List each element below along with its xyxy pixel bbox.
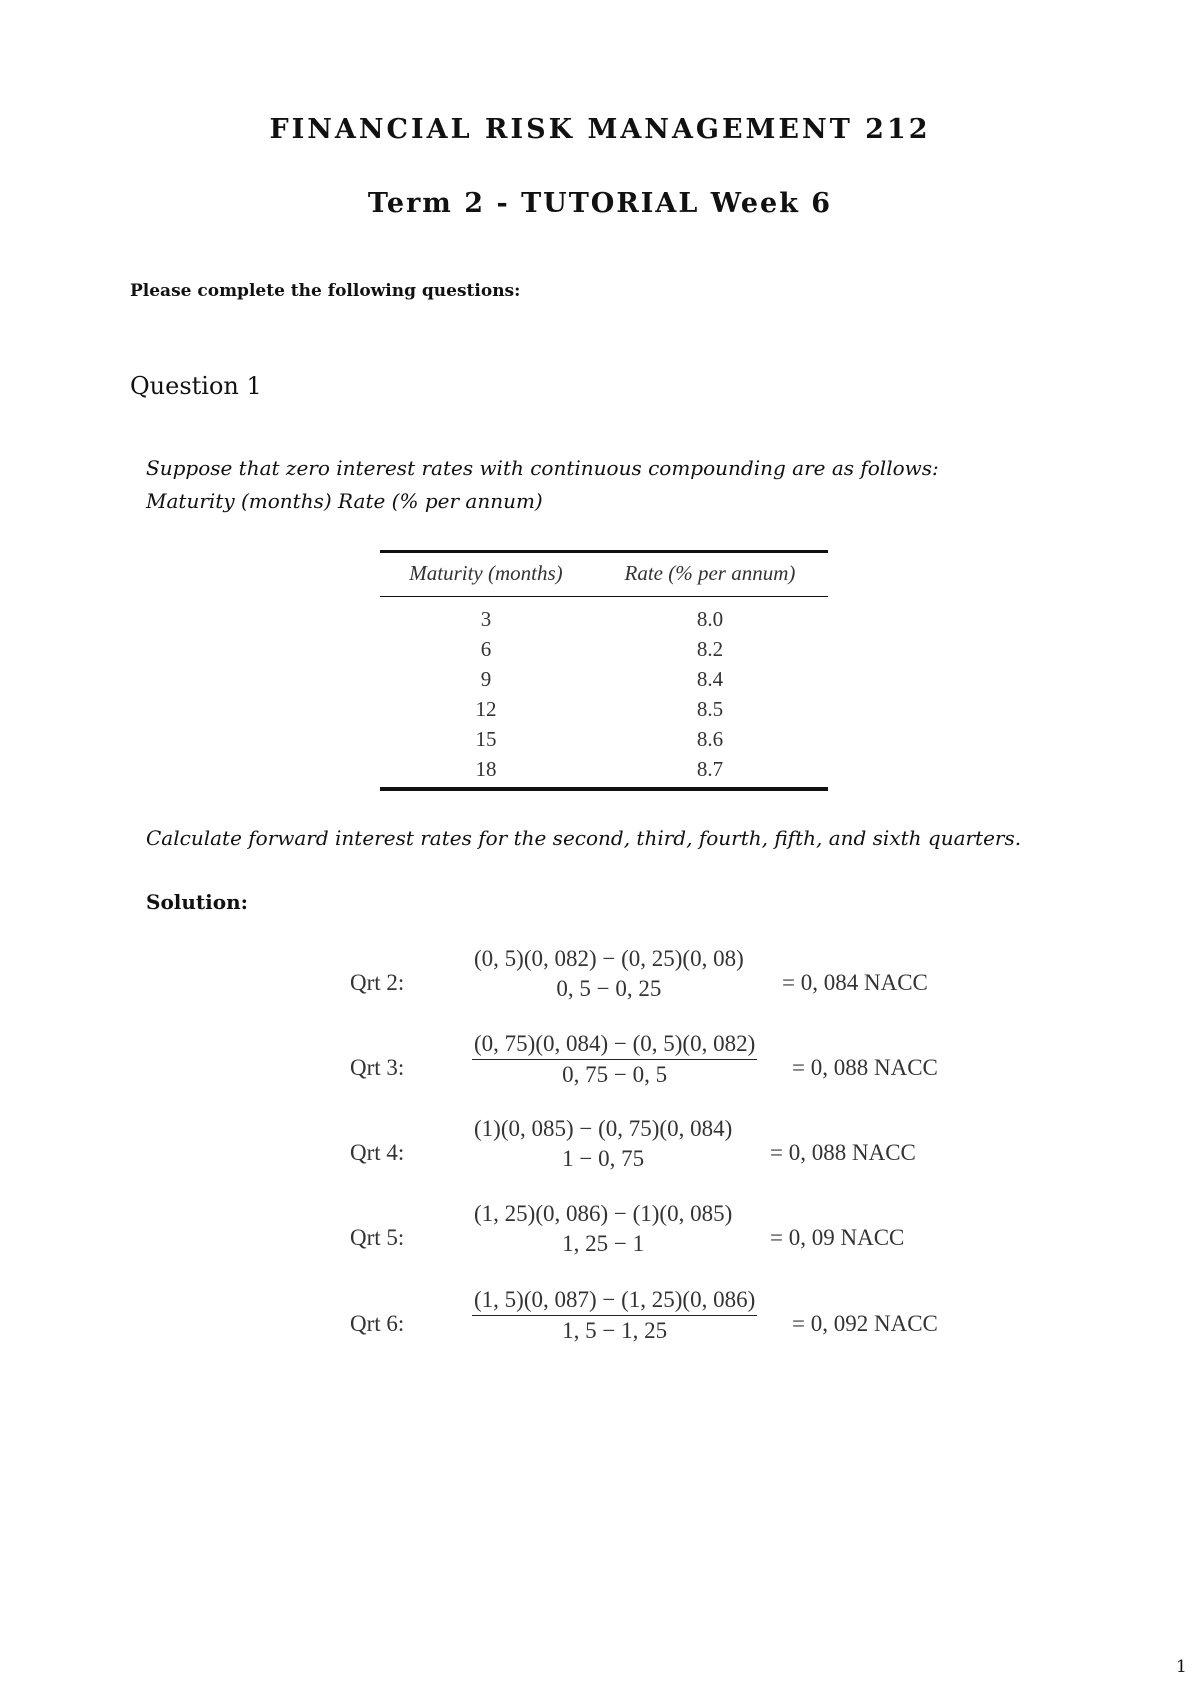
rate-cell: 8.7 — [696, 757, 724, 781]
table-row — [380, 724, 828, 754]
maturity-cell: 6 — [480, 637, 492, 661]
maturity-cell: 12 — [475, 697, 497, 721]
maturity-cell: 9 — [480, 667, 492, 691]
rate-cell: 8.6 — [696, 727, 724, 751]
calc-label: Qrt 4: — [350, 1140, 405, 1165]
fraction — [472, 1285, 757, 1346]
calculation-qrt6 — [350, 1285, 990, 1365]
table-row — [380, 597, 828, 635]
numerator: (0, 5)(0, 082) − (0, 25)(0, 08) — [474, 946, 744, 971]
fraction — [472, 1199, 734, 1259]
calc-label: Qrt 5: — [350, 1225, 405, 1250]
instruction-text: Please complete the following questions: — [130, 281, 521, 301]
numerator: (1, 5)(0, 087) − (1, 25)(0, 086) — [472, 1285, 757, 1316]
calc-result: = 0, 092 NACC — [792, 1311, 938, 1336]
denominator: 1 − 0, 75 — [562, 1146, 645, 1171]
calculation-qrt2 — [350, 944, 990, 1024]
table-header-row — [380, 552, 828, 597]
rate-cell: 8.2 — [696, 637, 724, 661]
calc-result: = 0, 084 NACC — [782, 970, 928, 995]
document-subtitle: Term 2 - TUTORIAL Week 6 — [367, 188, 833, 219]
fraction — [472, 1029, 757, 1090]
maturity-cell: 18 — [475, 757, 497, 781]
calc-result: = 0, 088 NACC — [792, 1055, 938, 1080]
question-intro-line1: Suppose that zero interest rates with continuous compounding are as follows: — [146, 456, 939, 480]
question-heading: Question 1 — [130, 372, 262, 400]
denominator: 0, 75 − 0, 5 — [562, 1062, 668, 1087]
fraction — [472, 1114, 734, 1174]
denominator: 1, 25 − 1 — [562, 1231, 645, 1256]
numerator: (1)(0, 085) − (0, 75)(0, 084) — [474, 1116, 733, 1141]
solution-label: Solution: — [146, 890, 249, 914]
table-row — [380, 634, 828, 664]
rate-cell: 8.0 — [696, 607, 724, 631]
calc-result: = 0, 088 NACC — [770, 1140, 916, 1165]
calculation-qrt4 — [350, 1114, 990, 1194]
table-row — [380, 664, 828, 694]
rate-cell: 8.5 — [696, 697, 724, 721]
fraction — [472, 944, 746, 1004]
calculation-qrt3 — [350, 1029, 990, 1109]
task-text: Calculate forward interest rates for the second, third, fourth, fifth, and sixth quarters. — [146, 826, 1022, 850]
denominator: 1, 5 − 1, 25 — [562, 1318, 668, 1343]
numerator: (1, 25)(0, 086) − (1)(0, 085) — [474, 1201, 733, 1226]
calculation-qrt5 — [350, 1199, 990, 1279]
column-header-rate: Rate (% per annum) — [592, 552, 828, 597]
maturity-cell: 15 — [475, 727, 497, 751]
calc-result: = 0, 09 NACC — [770, 1225, 905, 1250]
question-intro-line2: Maturity (months) Rate (% per annum) — [146, 489, 543, 513]
document-title: FINANCIAL RISK MANAGEMENT 212 — [269, 114, 931, 145]
numerator: (0, 75)(0, 084) − (0, 5)(0, 082) — [472, 1029, 757, 1060]
denominator: 0, 5 − 0, 25 — [556, 976, 662, 1001]
column-header-maturity: Maturity (months) — [380, 552, 592, 597]
calc-label: Qrt 6: — [350, 1311, 405, 1336]
calc-label: Qrt 3: — [350, 1055, 405, 1080]
rate-cell: 8.4 — [696, 667, 724, 691]
table-row — [380, 754, 828, 789]
table-row — [380, 694, 828, 724]
page-number: 1 — [1176, 1657, 1187, 1677]
maturity-cell: 3 — [480, 607, 492, 631]
calc-label: Qrt 2: — [350, 970, 405, 995]
interest-rate-table — [380, 550, 828, 791]
